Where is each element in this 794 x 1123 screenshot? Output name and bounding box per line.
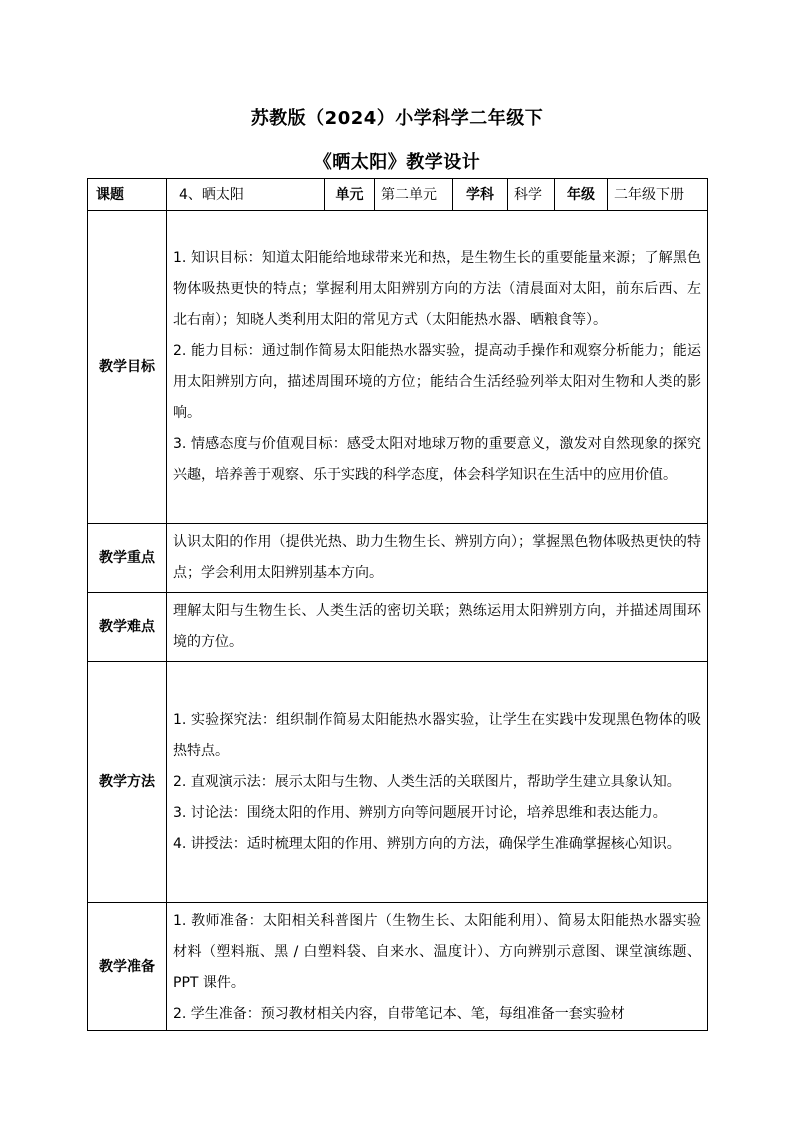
difficulties-text: 理解太阳与生物生长、人类生活的密切关联；熟练运用太阳辨别方向，并描述周围环境的方位。: [173, 603, 701, 650]
goals-label: 教学目标: [88, 211, 167, 524]
method-item: 3. 讨论法：围绕太阳的作用、辨别方向等问题展开讨论，培养思维和表达能力。: [173, 804, 667, 821]
goal-ability: 2. 能力目标：通过制作简易太阳能热水器实验，提高动手操作和观察分析能力；能运用太阳辨别方向，描述周围环境的方位；能结合生活经验列举太阳对生物和人类的影响。: [173, 343, 701, 421]
key-points-row: [88, 524, 708, 593]
topic-label: 课题: [88, 179, 167, 211]
goal-attitude: 3. 情感态度与价值观目标：感受太阳对地球万物的重要意义，激发对自然现象的探究兴趣，培养善于观察、乐于实践的科学态度，体会科学知识在生活中的应用价值。: [173, 436, 701, 483]
method-item: 2. 直观演示法：展示太阳与生物、人类生活的关联图片，帮助学生建立具象认知。: [173, 773, 681, 790]
preparation-row: [88, 903, 708, 1031]
document-title: 苏教版（2024）小学科学二年级下: [250, 108, 544, 129]
grade-value: 二年级下册: [608, 179, 708, 211]
key-points-label: 教学重点: [88, 524, 167, 593]
methods-label: 教学方法: [88, 662, 167, 903]
method-item: 4. 讲授法：适时梳理太阳的作用、辨别方向的方法，确保学生准确掌握核心知识。: [173, 835, 681, 852]
goal-knowledge: 1. 知识目标：知道太阳能给地球带来光和热，是生物生长的重要能量来源；了解黑色物体吸热更快的特点；掌握利用太阳辨别方向的方法（清晨面对太阳，前东后西、左北右南）；知晓人类利用太阳的常见方式（太阳能热水器、晒粮食等）。: [173, 250, 701, 328]
goals-content: [167, 211, 708, 524]
subject-label: 学科: [453, 179, 508, 211]
grade-label: 年级: [555, 179, 608, 211]
difficulties-label: 教学难点: [88, 593, 167, 662]
lesson-plan-table: [87, 178, 708, 1031]
preparation-content: [167, 903, 708, 1031]
unit-label: 单元: [325, 179, 375, 211]
difficulties-content: [167, 593, 708, 662]
difficulties-row: [88, 593, 708, 662]
document-subtitle: 《晒太阳》教学设计: [313, 152, 481, 173]
methods-content: [167, 662, 708, 903]
topic-value: 4、晒太阳: [167, 179, 325, 211]
preparation-student: 2. 学生准备：预习教材相关内容，自带笔记本、笔，每组准备一套实验材: [173, 1006, 625, 1022]
preparation-label: 教学准备: [88, 903, 167, 1031]
methods-row: [88, 662, 708, 903]
key-points-text: 认识太阳的作用（提供光热、助力生物生长、辨别方向）；掌握黑色物体吸热更快的特点；学会利用太阳辨别基本方向。: [173, 534, 701, 581]
goals-row: [88, 211, 708, 524]
subject-value: 科学: [508, 179, 555, 211]
preparation-teacher: 1. 教师准备：太阳相关科普图片（生物生长、太阳能利用）、简易太阳能热水器实验材料（塑料瓶、黑 / 白塑料袋、自来水、温度计）、方向辨别示意图、课堂演练题、PPT 课件。: [173, 913, 701, 991]
key-points-content: [167, 524, 708, 593]
info-row: [88, 179, 708, 211]
unit-value: 第二单元: [375, 179, 453, 211]
method-item: 1. 实验探究法：组织制作简易太阳能热水器实验，让学生在实践中发现黑色物体的吸热特点。: [173, 711, 701, 759]
